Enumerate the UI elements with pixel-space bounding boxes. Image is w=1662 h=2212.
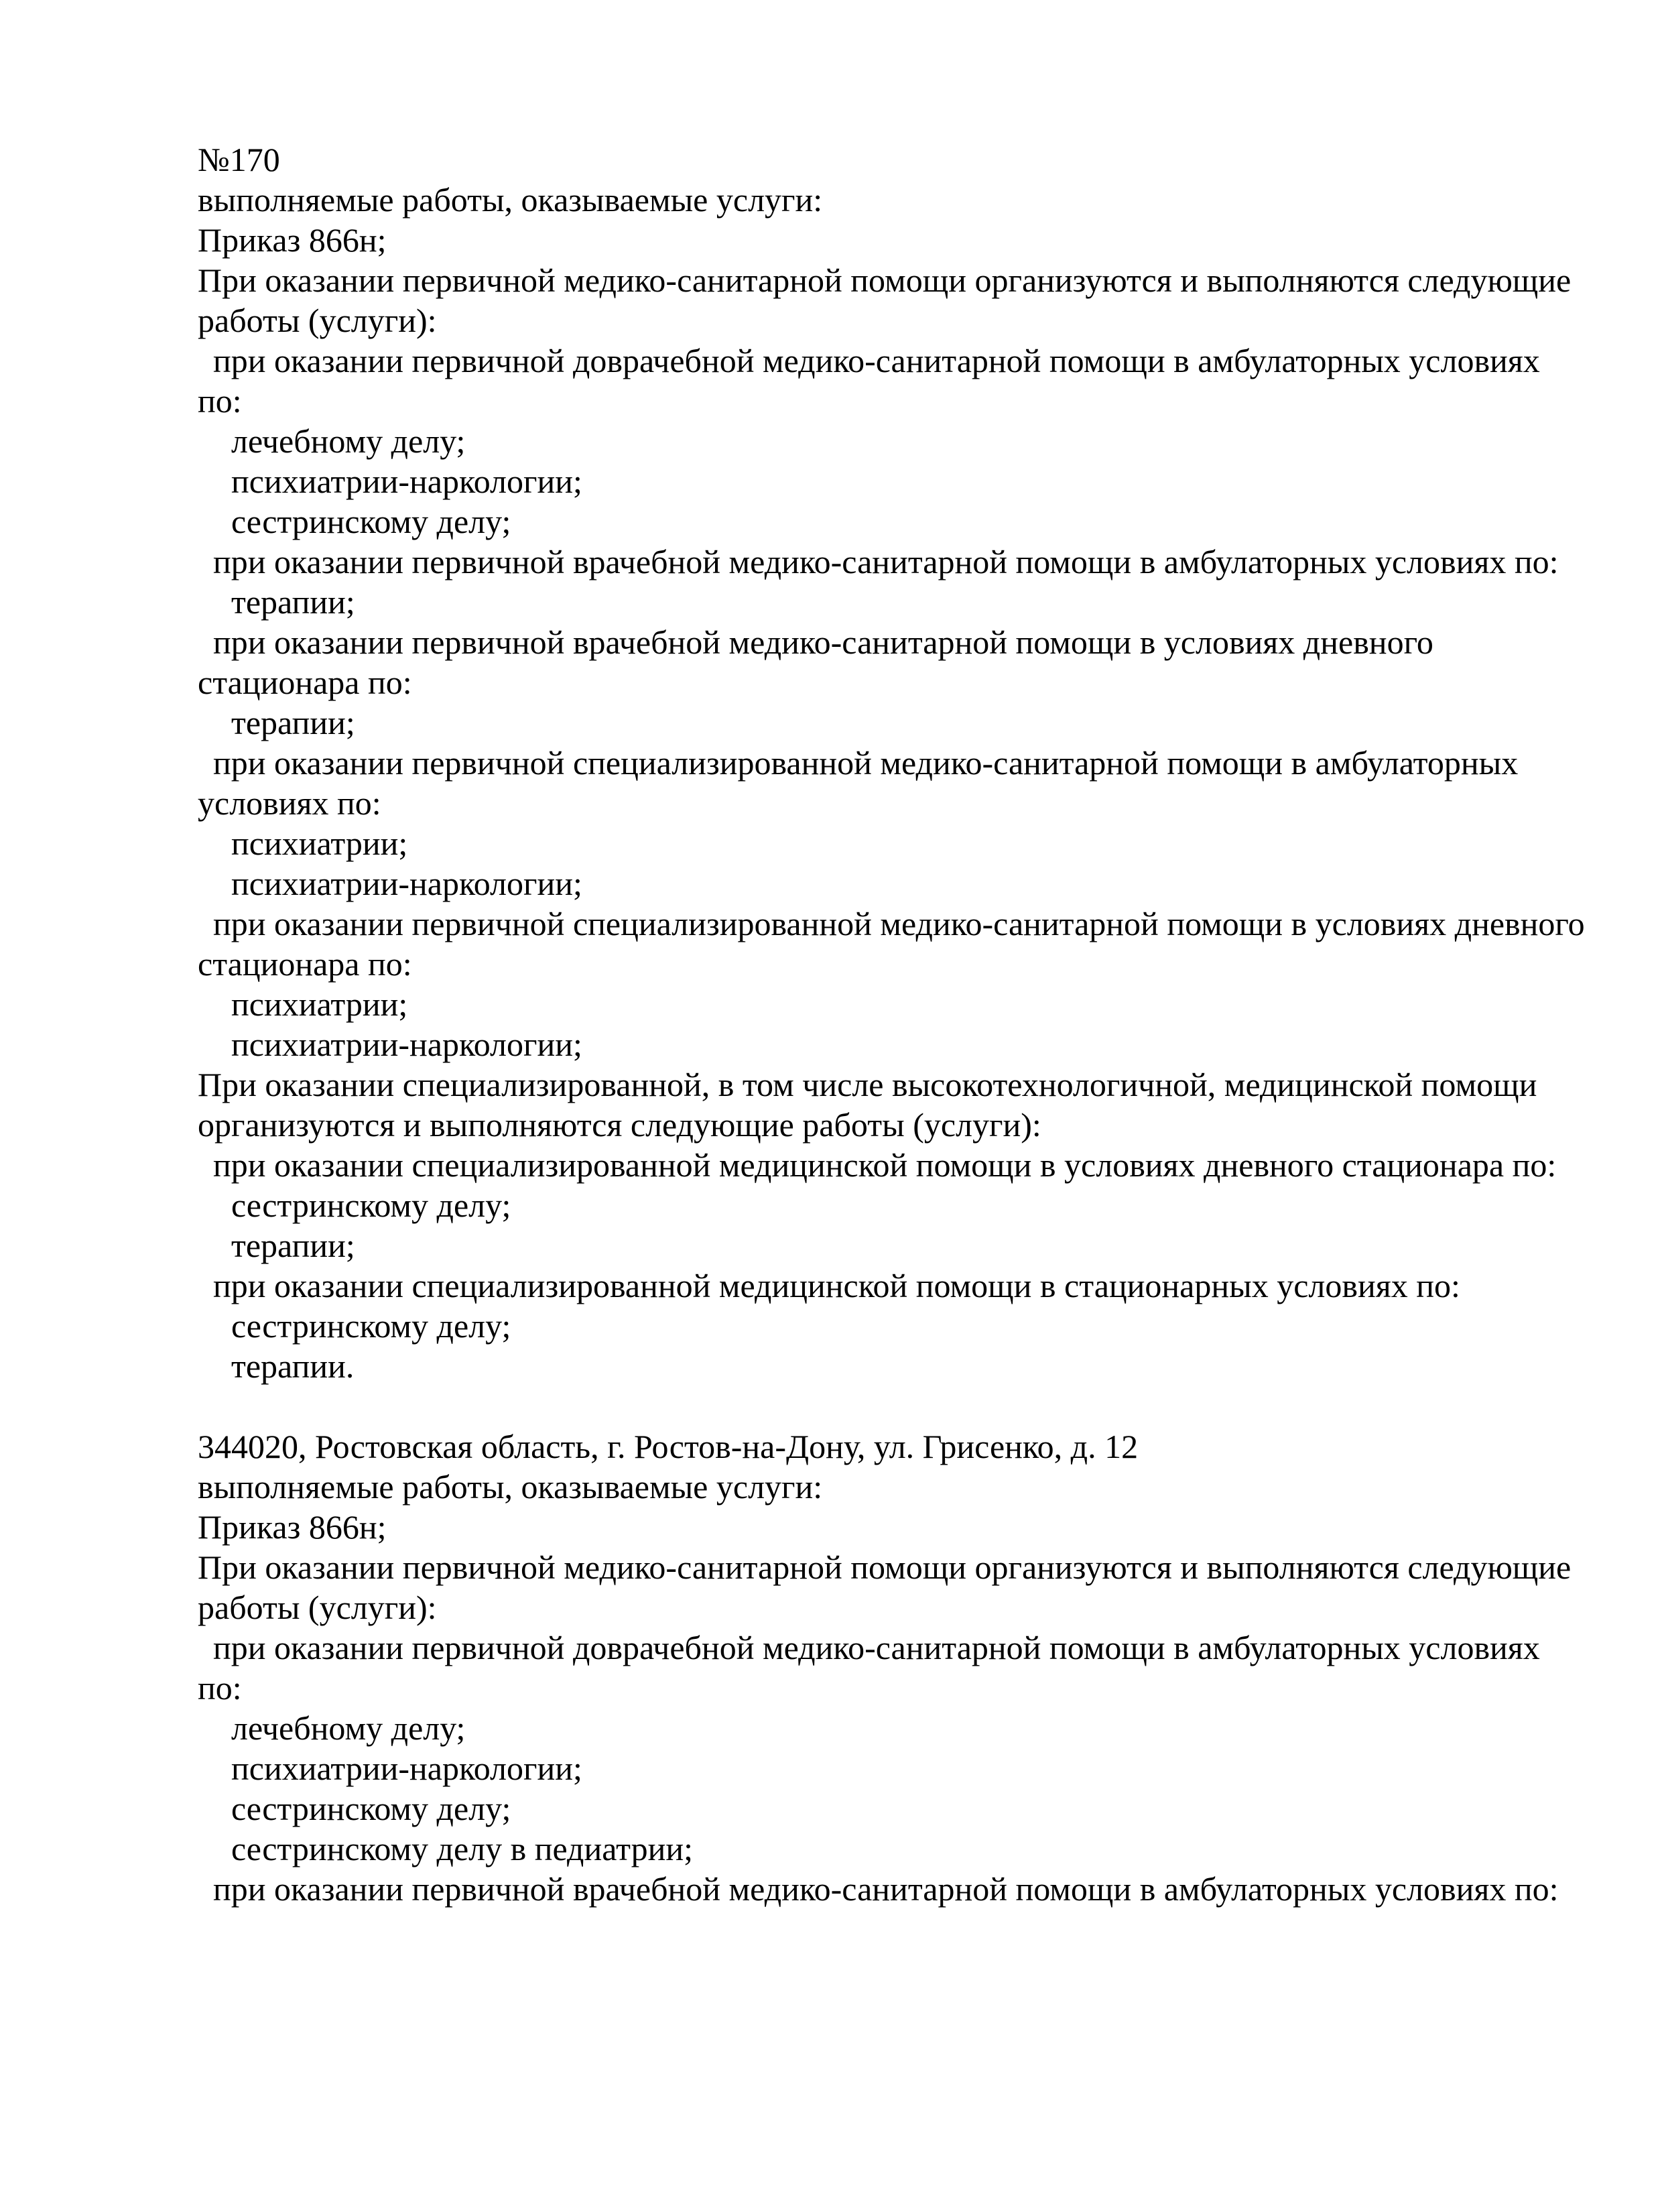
- license-entry-1: [198, 139, 1639, 1386]
- doc-line: 344020, Ростовская область, г. Ростов-на-Дону, ул. Грисенко, д. 12: [198, 1428, 1139, 1465]
- doc-line: При оказании первичной медико-санитарной помощи организуются и выполняются следующие: [198, 261, 1572, 299]
- license-entry-2: [198, 1426, 1639, 1909]
- doc-line: по:: [198, 382, 242, 420]
- doc-line: при оказании первичной доврачебной медико-санитарной помощи в амбулаторных условиях: [213, 342, 1540, 379]
- doc-line: сестринскому делу;: [231, 1790, 511, 1827]
- doc-line: психиатрии;: [231, 985, 408, 1023]
- doc-line: терапии;: [231, 1227, 355, 1264]
- doc-line: при оказании первичной специализированной медико-санитарной помощи в условиях дневного: [213, 905, 1585, 942]
- license-services-text: [198, 139, 1639, 1909]
- doc-line: психиатрии-наркологии;: [231, 1749, 582, 1787]
- doc-line: работы (услуги):: [198, 1589, 437, 1626]
- doc-line: сестринскому делу;: [231, 1186, 511, 1224]
- doc-line: сестринскому делу;: [231, 1307, 511, 1345]
- doc-line: №170: [198, 141, 280, 178]
- doc-line: организуются и выполняются следующие работы (услуги):: [198, 1106, 1041, 1144]
- doc-line: психиатрии-наркологии;: [231, 463, 582, 500]
- doc-line: При оказании специализированной, в том числе высокотехнологичной, медицинской помощи: [198, 1066, 1537, 1103]
- doc-line: психиатрии-наркологии;: [231, 865, 582, 902]
- doc-line: психиатрии-наркологии;: [231, 1026, 582, 1063]
- doc-line: терапии;: [231, 583, 355, 621]
- doc-line: при оказании специализированной медицинской помощи в условиях дневного стационара по:: [213, 1146, 1557, 1184]
- doc-line: При оказании первичной медико-санитарной помощи организуются и выполняются следующие: [198, 1548, 1572, 1586]
- doc-line: при оказании первичной доврачебной медико-санитарной помощи в амбулаторных условиях: [213, 1629, 1540, 1666]
- doc-line: при оказании специализированной медицинской помощи в стационарных условиях по:: [213, 1267, 1460, 1304]
- doc-line: лечебному делу;: [231, 1709, 466, 1747]
- doc-line: стационара по:: [198, 945, 412, 983]
- doc-line: психиатрии;: [231, 824, 408, 862]
- doc-line: выполняемые работы, оказываемые услуги:: [198, 181, 823, 219]
- doc-line: выполняемые работы, оказываемые услуги:: [198, 1468, 823, 1506]
- doc-line: терапии.: [231, 1347, 355, 1385]
- doc-line: работы (услуги):: [198, 302, 437, 339]
- doc-line: при оказании первичной врачебной медико-санитарной помощи в амбулаторных условиях по:: [213, 543, 1559, 580]
- doc-line: сестринскому делу в педиатрии;: [231, 1830, 693, 1867]
- doc-line: сестринскому делу;: [231, 503, 511, 540]
- doc-line: Приказ 866н;: [198, 1508, 387, 1546]
- doc-line: терапии;: [231, 704, 355, 741]
- doc-line: по:: [198, 1669, 242, 1707]
- doc-line: стационара по:: [198, 664, 412, 701]
- doc-line: при оказании первичной врачебной медико-санитарной помощи в амбулаторных условиях по:: [213, 1870, 1559, 1908]
- doc-line: условиях по:: [198, 784, 381, 822]
- doc-line: Приказ 866н;: [198, 221, 387, 259]
- doc-line: при оказании первичной специализированной медико-санитарной помощи в амбулаторных: [213, 744, 1519, 782]
- doc-line: лечебному делу;: [231, 422, 466, 460]
- doc-line: при оказании первичной врачебной медико-санитарной помощи в условиях дневного: [213, 623, 1433, 661]
